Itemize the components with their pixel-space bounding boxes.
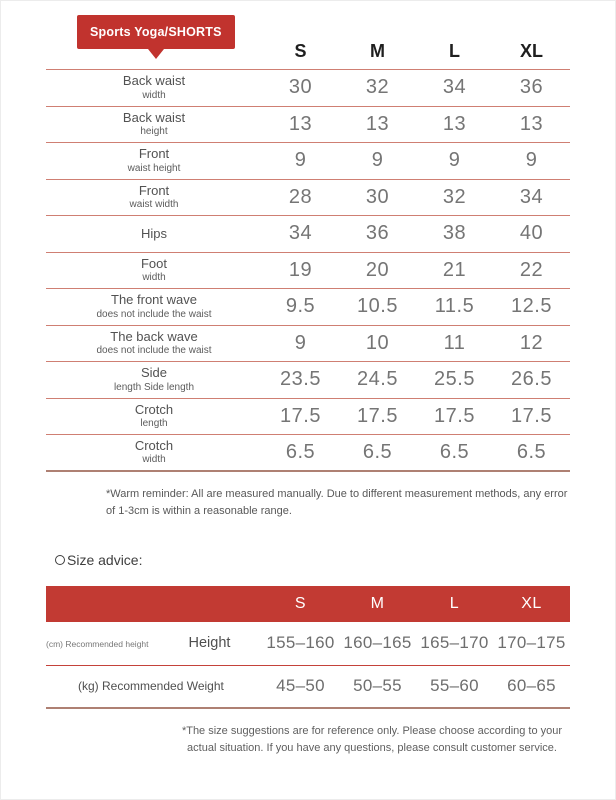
- row-label: Crotch: [134, 401, 174, 417]
- cell-value: 11.5: [434, 295, 475, 318]
- cell-value: 32: [365, 76, 390, 99]
- cell-value: 13: [288, 112, 313, 135]
- cell-value: 17.5: [434, 404, 475, 427]
- table-row: [46, 362, 570, 399]
- row-label: Back waist: [122, 109, 186, 125]
- advice-col-l: L: [449, 594, 460, 612]
- row-sublabel: width: [142, 89, 166, 101]
- product-badge-label: Sports Yoga/SHORTS: [90, 25, 222, 39]
- size-col-l: L: [449, 41, 460, 61]
- row-sublabel: height: [140, 126, 168, 138]
- cell-value: 19: [288, 258, 313, 281]
- cell-value: 40: [519, 222, 544, 245]
- row-label: Side: [140, 365, 168, 381]
- row-label: Height: [188, 635, 231, 652]
- cell-value: 23.5: [280, 368, 321, 391]
- size-suggestion-note: *The size suggestions are for reference only. Please choose according to your actual situation. If you have any questions, please consult customer service.: [181, 724, 563, 754]
- cell-value: 9.5: [285, 295, 316, 318]
- table-row: [46, 666, 570, 709]
- cell-value: 38: [442, 222, 467, 245]
- table-row: [46, 107, 570, 144]
- advice-col-m: M: [370, 594, 385, 612]
- cell-value: 30: [288, 76, 313, 99]
- row-label: Crotch: [134, 437, 174, 453]
- table-row: [46, 399, 570, 436]
- measurement-table-header: [46, 0, 570, 70]
- row-label: (kg) Recommended Weight: [78, 679, 224, 694]
- row-sublabel: does not include the waist: [96, 308, 212, 320]
- size-advice-heading-label: Size advice:: [67, 551, 143, 568]
- cell-value: 9: [448, 149, 461, 172]
- cell-value: 13: [365, 112, 390, 135]
- size-advice-heading: [55, 552, 570, 568]
- advice-size-header-bar: [46, 586, 570, 622]
- cell-value: 11: [443, 331, 466, 354]
- warm-reminder-note: *Warm reminder: All are measured manually. Due to different measurement methods, any error of 1-3cm is within a reasonable range.: [106, 487, 568, 517]
- cell-value: 22: [519, 258, 544, 281]
- cell-value: 34: [519, 185, 544, 208]
- row-sublabel: waist width: [129, 199, 179, 211]
- circle-icon: [55, 555, 65, 565]
- cell-value: 10: [365, 331, 390, 354]
- advice-col-xl: XL: [521, 594, 542, 612]
- row-sublabel: width: [142, 454, 166, 466]
- cell-value: 36: [365, 222, 390, 245]
- row-label: The back wave: [110, 328, 198, 344]
- cell-value: 50–55: [353, 676, 402, 696]
- table-row: [46, 622, 570, 666]
- cell-value: 165–170: [420, 633, 489, 653]
- label-column-spacer: [46, 41, 262, 62]
- cell-value: 13: [519, 112, 544, 135]
- table-row: [46, 143, 570, 180]
- row-label: Front: [138, 146, 170, 162]
- cell-value: 6.5: [285, 440, 316, 463]
- cell-value: 6.5: [516, 440, 547, 463]
- cell-value: 160–165: [343, 633, 412, 653]
- size-col-m: M: [370, 41, 385, 61]
- cell-value: 6.5: [439, 440, 470, 463]
- cell-value: 9: [525, 149, 538, 172]
- row-label: The front wave: [111, 292, 197, 308]
- cell-value: 155–160: [266, 633, 335, 653]
- cell-value: 9: [294, 149, 307, 172]
- cell-value: 10.5: [357, 295, 398, 318]
- cell-value: 32: [442, 185, 467, 208]
- cell-value: 21: [442, 258, 467, 281]
- cell-value: 17.5: [357, 404, 398, 427]
- table-row: [46, 216, 570, 253]
- row-sublabel: width: [142, 272, 166, 284]
- size-col-s: S: [294, 41, 307, 61]
- cell-value: 6.5: [362, 440, 393, 463]
- table-row: [46, 435, 570, 472]
- cell-value: 170–175: [497, 633, 566, 653]
- cell-value: 9: [371, 149, 384, 172]
- row-label: Back waist: [122, 73, 186, 89]
- row-sublabel: length Side length: [113, 381, 195, 393]
- cell-value: 25.5: [434, 368, 475, 391]
- table-row: [46, 180, 570, 217]
- cell-value: 17.5: [280, 404, 321, 427]
- row-label: Front: [138, 182, 170, 198]
- cell-value: 12: [519, 331, 544, 354]
- cell-value: 60–65: [507, 676, 556, 696]
- cell-value: 26.5: [511, 368, 552, 391]
- table-row: [46, 253, 570, 290]
- table-row: [46, 289, 570, 326]
- cell-value: 45–50: [276, 676, 325, 696]
- table-row: [46, 326, 570, 363]
- row-unit-prefix: (cm) Recommended height: [46, 639, 149, 650]
- cell-value: 13: [442, 112, 467, 135]
- cell-value: 17.5: [511, 404, 552, 427]
- cell-value: 55–60: [430, 676, 479, 696]
- cell-value: 20: [365, 258, 390, 281]
- row-sublabel: does not include the waist: [96, 345, 212, 357]
- size-header-row: [46, 41, 570, 62]
- cell-value: 34: [288, 222, 313, 245]
- row-label: Foot: [140, 255, 167, 271]
- table-row: [46, 70, 570, 107]
- row-sublabel: waist height: [127, 162, 181, 174]
- cell-value: 36: [519, 76, 544, 99]
- cell-value: 28: [288, 185, 313, 208]
- size-col-xl: XL: [519, 41, 543, 61]
- row-sublabel: length: [140, 418, 168, 430]
- cell-value: 12.5: [511, 295, 552, 318]
- cell-value: 24.5: [357, 368, 398, 391]
- cell-value: 34: [442, 76, 467, 99]
- advice-col-s: S: [294, 594, 307, 612]
- cell-value: 30: [365, 185, 390, 208]
- cell-value: 9: [294, 331, 307, 354]
- row-label: Hips: [140, 225, 167, 241]
